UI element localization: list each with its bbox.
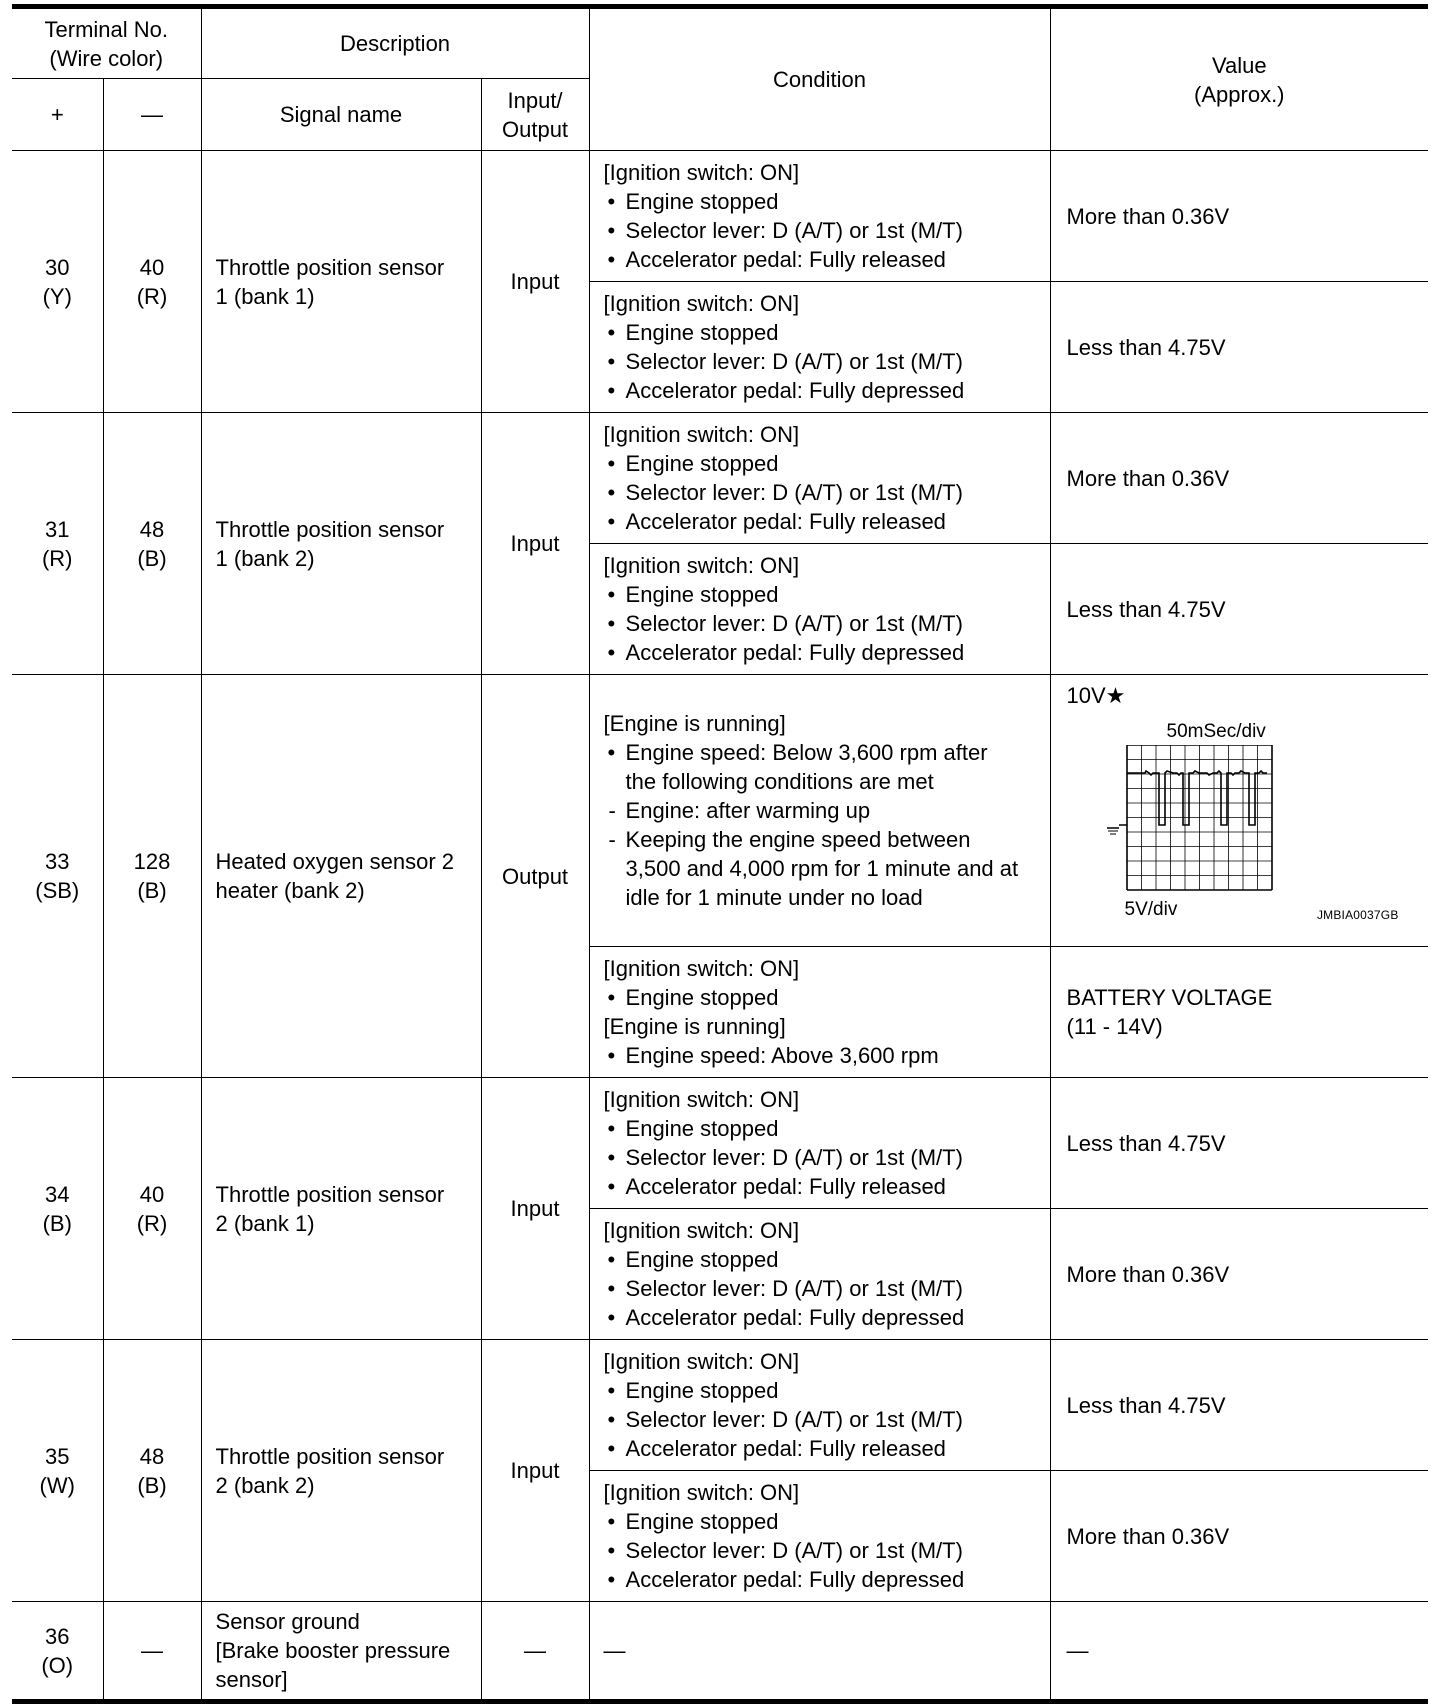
ground-symbol-icon <box>1107 825 1127 834</box>
signal-name-line: Throttle position sensor <box>215 516 445 542</box>
terminal-number: 128 <box>133 849 171 874</box>
condition-item: • Engine stopped <box>604 983 1040 1012</box>
terminal-minus-cell: — <box>103 1602 201 1702</box>
input-output-cell: Input <box>481 1078 589 1340</box>
table-row <box>12 413 1428 544</box>
signal-name-cell <box>201 675 481 1078</box>
terminal-minus-cell <box>103 675 201 1078</box>
condition-item: • Engine stopped <box>604 1114 1040 1143</box>
condition-item: • Accelerator pedal: Fully released <box>604 507 1040 536</box>
signal-name-cell <box>201 1078 481 1340</box>
signal-name-line: Heated oxygen sensor 2 <box>215 849 455 874</box>
table-row <box>12 151 1428 282</box>
terminal-plus-cell <box>12 1340 103 1602</box>
waveform-voltage-label: 10V★ <box>1066 683 1126 708</box>
header-row-1 <box>12 7 1428 79</box>
condition-subitem: - Engine: after warming up <box>604 796 1040 825</box>
condition-item: • Selector lever: D (A/T) or 1st (M/T) <box>604 347 1040 376</box>
value-cell: More than 0.36V <box>1050 1209 1428 1340</box>
terminal-number: 40 <box>139 254 165 280</box>
terminal-plus-cell <box>12 675 103 1078</box>
condition-item: • Engine stopped <box>604 1376 1040 1405</box>
signal-name-line: 2 (bank 1) <box>215 1210 315 1236</box>
terminal-number: 40 <box>139 1181 165 1207</box>
signal-name-line: sensor] <box>215 1667 288 1692</box>
condition-item: • Accelerator pedal: Fully released <box>604 1172 1040 1201</box>
description-header: Description <box>201 7 589 79</box>
condition-cell <box>589 1471 1050 1602</box>
signal-name-line: Sensor ground <box>215 1609 360 1634</box>
wire-color: (O) <box>41 1652 74 1678</box>
condition-list <box>604 738 1040 912</box>
condition-cell <box>589 413 1050 544</box>
wire-color: (B) <box>137 878 167 903</box>
terminal-minus-cell <box>103 413 201 675</box>
wire-color: (B) <box>42 1210 72 1236</box>
terminal-no-label: Terminal No. <box>44 16 168 42</box>
condition-heading: [Ignition switch: ON] <box>603 291 800 316</box>
condition-list <box>604 1245 1040 1332</box>
signal-name-header: Signal name <box>201 79 481 151</box>
terminal-plus-cell <box>12 151 103 413</box>
condition-heading: [Ignition switch: ON] <box>603 422 800 447</box>
condition-item: • Engine stopped <box>604 187 1040 216</box>
wire-color: (B) <box>137 545 167 571</box>
terminal-plus-cell <box>12 1602 103 1702</box>
condition-header: Condition <box>589 7 1050 151</box>
signal-name-line: heater (bank 2) <box>215 878 365 903</box>
condition-cell <box>589 544 1050 675</box>
table-row <box>12 1078 1428 1209</box>
figure-code: JMBIA0037GB <box>1316 908 1399 922</box>
condition-item: • Selector lever: D (A/T) or 1st (M/T) <box>604 478 1040 507</box>
value-line: (11 - 14V) <box>1066 1014 1163 1039</box>
condition-item: • Accelerator pedal: Fully depressed <box>604 376 1040 405</box>
value-cell: More than 0.36V <box>1050 413 1428 544</box>
signal-name-line: 1 (bank 1) <box>215 283 315 309</box>
value-cell <box>1050 947 1428 1078</box>
waveform-trace <box>1127 771 1267 825</box>
value-cell: More than 0.36V <box>1050 1471 1428 1602</box>
condition-heading: [Ignition switch: ON] <box>603 1480 800 1505</box>
input-output-cell: Input <box>481 413 589 675</box>
input-output-label-1: Input/ <box>507 87 563 113</box>
signal-name-line: 1 (bank 2) <box>215 545 315 571</box>
oscilloscope-waveform <box>1107 745 1287 905</box>
condition-item: • Selector lever: D (A/T) or 1st (M/T) <box>604 1405 1040 1434</box>
condition-item: • Engine stopped <box>604 1245 1040 1274</box>
input-output-cell: Input <box>481 1340 589 1602</box>
input-output-label-2: Output <box>502 116 569 142</box>
waveform-value-cell <box>1050 675 1428 947</box>
condition-item: • Selector lever: D (A/T) or 1st (M/T) <box>604 1536 1040 1565</box>
signal-name-line: [Brake booster pressure <box>215 1638 451 1663</box>
signal-name-cell <box>201 1340 481 1602</box>
value-approx-label: (Approx.) <box>1194 81 1285 107</box>
condition-heading: [Engine is running] <box>603 1014 786 1039</box>
condition-heading: [Ignition switch: ON] <box>603 956 800 981</box>
condition-heading: [Engine is running] <box>603 711 786 736</box>
value-cell: Less than 4.75V <box>1050 544 1428 675</box>
condition-line: - Keeping the engine speed between <box>625 827 971 852</box>
terminal-plus-cell <box>12 413 103 675</box>
signal-name-cell <box>201 413 481 675</box>
plus-header: + <box>12 79 103 151</box>
terminal-number: 35 <box>45 1443 70 1469</box>
condition-item: • Accelerator pedal: Fully depressed <box>604 638 1040 667</box>
waveform-volt-div-label: 5V/div <box>1124 899 1178 920</box>
condition-item: • Selector lever: D (A/T) or 1st (M/T) <box>604 609 1040 638</box>
table-row <box>12 1340 1428 1471</box>
condition-item <box>604 738 1040 796</box>
condition-item: • Engine speed: Above 3,600 rpm <box>604 1041 1040 1070</box>
condition-heading: [Ignition switch: ON] <box>603 1349 800 1374</box>
condition-cell <box>589 675 1050 947</box>
condition-item: • Engine stopped <box>604 318 1040 347</box>
condition-cell <box>589 1209 1050 1340</box>
terminal-number: 34 <box>45 1181 70 1207</box>
terminal-no-header <box>12 7 201 79</box>
input-output-cell: Output <box>481 675 589 1078</box>
input-output-header <box>481 79 589 151</box>
terminal-minus-cell <box>103 151 201 413</box>
terminal-spec-table <box>12 4 1428 1704</box>
wire-color: (R) <box>41 545 73 571</box>
value-line: BATTERY VOLTAGE <box>1066 985 1273 1010</box>
wire-color: (R) <box>136 1210 168 1236</box>
signal-name-cell <box>201 151 481 413</box>
terminal-number: 33 <box>45 849 70 874</box>
value-cell: Less than 4.75V <box>1050 1078 1428 1209</box>
signal-name-line: Throttle position sensor <box>215 1443 445 1469</box>
signal-name-cell <box>201 1602 481 1702</box>
condition-line: idle for 1 minute under no load <box>625 885 923 910</box>
condition-line: the following conditions are met <box>625 769 934 794</box>
wire-color-label: (Wire color) <box>49 45 164 71</box>
condition-item: • Engine stopped <box>604 1507 1040 1536</box>
wire-color: (B) <box>137 1472 167 1498</box>
value-header <box>1050 7 1428 151</box>
terminal-minus-cell <box>103 1340 201 1602</box>
waveform-time-div-label: 50mSec/div <box>1166 721 1266 742</box>
value-cell: Less than 4.75V <box>1050 1340 1428 1471</box>
condition-list <box>604 318 1040 405</box>
terminal-number: 31 <box>45 516 70 542</box>
condition-heading: [Ignition switch: ON] <box>603 1087 800 1112</box>
wire-color: (Y) <box>42 283 72 309</box>
terminal-number: 36 <box>45 1623 70 1649</box>
condition-list <box>604 580 1040 667</box>
minus-header: — <box>103 79 201 151</box>
condition-cell <box>589 1340 1050 1471</box>
value-cell: — <box>1050 1602 1428 1702</box>
condition-line: 3,500 and 4,000 rpm for 1 minute and at <box>625 856 1019 881</box>
value-cell: Less than 4.75V <box>1050 282 1428 413</box>
wire-color: (W) <box>39 1472 75 1498</box>
condition-cell: — <box>589 1602 1050 1702</box>
condition-item: • Accelerator pedal: Fully depressed <box>604 1303 1040 1332</box>
condition-cell <box>589 1078 1050 1209</box>
condition-list <box>604 449 1040 536</box>
signal-name-line: Throttle position sensor <box>215 254 445 280</box>
signal-name-line: Throttle position sensor <box>215 1181 445 1207</box>
table-row <box>12 675 1428 947</box>
terminal-plus-cell <box>12 1078 103 1340</box>
condition-list <box>604 187 1040 274</box>
terminal-minus-cell <box>103 1078 201 1340</box>
condition-list <box>604 1041 1040 1070</box>
condition-item: • Engine stopped <box>604 580 1040 609</box>
condition-line: • Engine speed: Below 3,600 rpm after <box>625 740 988 765</box>
condition-heading: [Ignition switch: ON] <box>603 1218 800 1243</box>
condition-list <box>604 983 1040 1012</box>
value-label: Value <box>1211 52 1267 78</box>
condition-cell <box>589 947 1050 1078</box>
condition-item: • Selector lever: D (A/T) or 1st (M/T) <box>604 1143 1040 1172</box>
value-cell: More than 0.36V <box>1050 151 1428 282</box>
terminal-number: 48 <box>139 1443 165 1469</box>
condition-cell <box>589 151 1050 282</box>
condition-item: • Engine stopped <box>604 449 1040 478</box>
condition-list <box>604 1507 1040 1594</box>
condition-item: • Accelerator pedal: Fully depressed <box>604 1565 1040 1594</box>
input-output-cell: Input <box>481 151 589 413</box>
condition-subitem <box>604 825 1040 912</box>
condition-item: • Selector lever: D (A/T) or 1st (M/T) <box>604 216 1040 245</box>
condition-item: • Accelerator pedal: Fully released <box>604 245 1040 274</box>
table-row <box>12 1602 1428 1702</box>
input-output-cell: — <box>481 1602 589 1702</box>
signal-name-line: 2 (bank 2) <box>215 1472 315 1498</box>
condition-cell <box>589 282 1050 413</box>
condition-heading: [Ignition switch: ON] <box>603 160 800 185</box>
oscilloscope-grid <box>1127 745 1272 890</box>
condition-item: • Selector lever: D (A/T) or 1st (M/T) <box>604 1274 1040 1303</box>
terminal-spec-document <box>12 4 1428 1704</box>
waveform-figure <box>1067 675 1407 925</box>
wire-color: (SB) <box>35 878 80 903</box>
terminal-number: 30 <box>45 254 70 280</box>
wire-color: (R) <box>136 283 168 309</box>
terminal-number: 48 <box>139 516 165 542</box>
condition-item: • Accelerator pedal: Fully released <box>604 1434 1040 1463</box>
condition-list <box>604 1376 1040 1463</box>
condition-list <box>604 1114 1040 1201</box>
condition-heading: [Ignition switch: ON] <box>603 553 800 578</box>
